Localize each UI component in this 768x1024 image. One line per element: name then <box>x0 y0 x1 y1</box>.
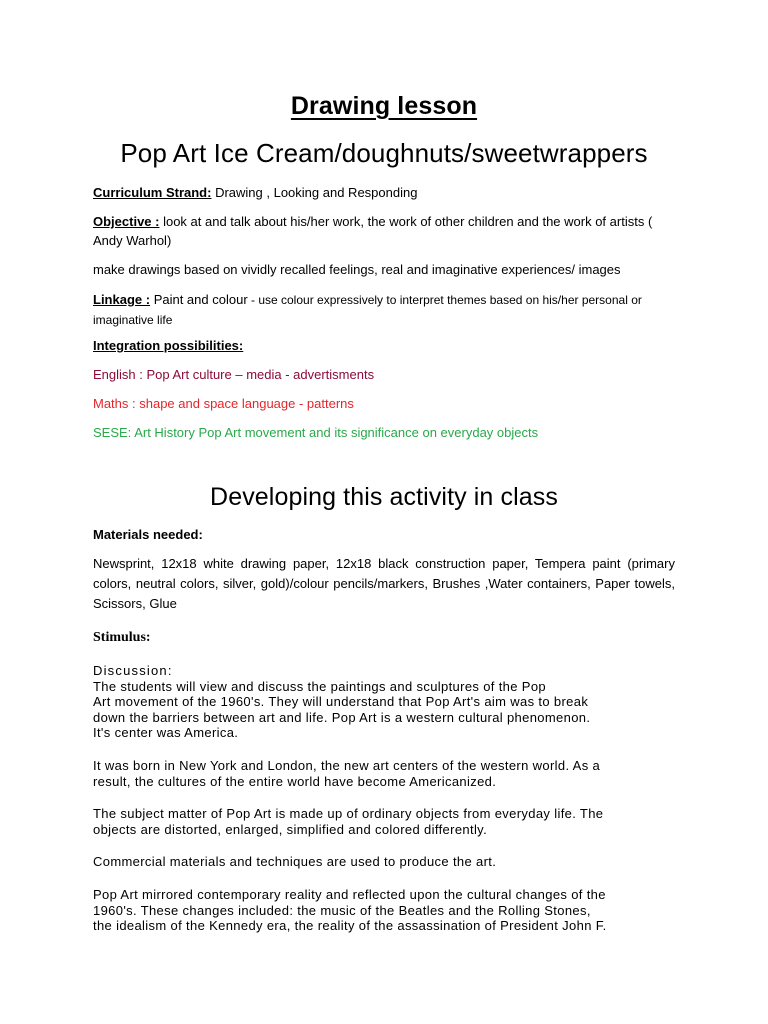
sese-integration <box>93 423 675 442</box>
lesson-title: Drawing lesson <box>290 92 478 120</box>
paragraph-line: It was born in New York and London, the new art centers of the western world. As a <box>93 758 601 773</box>
paragraph-line: The students will view and discuss the paintings and sculptures of the Pop <box>93 678 546 694</box>
english-integration: English : Pop Art culture – media - advertisments <box>93 367 375 382</box>
paragraph-3 <box>93 806 693 837</box>
linkage-value-a: Paint and colour <box>150 292 248 307</box>
curriculum-label: Curriculum Strand: <box>93 185 212 200</box>
paragraph-5 <box>93 887 693 934</box>
maths-integration: Maths : shape and space language - patterns <box>93 396 354 411</box>
paragraph-line: Art movement of the 1960's. They will understand that Pop Art's aim was to break <box>93 694 589 709</box>
paragraph-line: objects are distorted, enlarged, simplified and colored differently. <box>93 821 488 837</box>
sese-label: SESE: <box>93 425 132 440</box>
linkage-value-b: - use colour expressively to interpret themes based on his/her personal or imaginative life <box>93 293 642 327</box>
objective <box>93 212 675 250</box>
lesson-subtitle: Pop Art Ice Cream/doughnuts/sweetwrappers <box>120 138 648 168</box>
curriculum-strand <box>93 183 675 202</box>
paragraph-line: Pop Art mirrored contemporary reality and reflected upon the cultural changes of the <box>93 887 606 902</box>
paragraph-line: the idealism of the Kennedy era, the reality of the assassination of President John F. <box>93 918 607 933</box>
paragraph-line: The subject matter of Pop Art is made up of ordinary objects from everyday life. The <box>93 806 604 821</box>
curriculum-value: Drawing , Looking and Responding <box>211 185 418 200</box>
objective-label: Objective : <box>93 214 160 229</box>
sese-value: Art History Pop Art movement and its significance on everyday objects <box>131 425 539 440</box>
stimulus-label: Stimulus: <box>93 630 151 645</box>
integration-label: Integration possibilities: <box>93 338 244 353</box>
developing-title: Developing this activity in class <box>210 483 558 511</box>
materials-label: Materials needed: <box>93 527 203 542</box>
objective-value: look at and talk about his/her work, the work of other children and the work of artists ( Andy Warhol) <box>93 214 653 248</box>
make-drawings-text: make drawings based on vividly recalled feelings, real and imaginative experiences/ images <box>93 262 621 277</box>
materials-text: Newsprint, 12x18 white drawing paper, 12x18 black construction paper, Tempera paint (primary colors, neutral colors, silver, gold)/colour pencils/markers, Brushes ,Water containers, Paper towels, Scissors, Glue <box>93 556 675 611</box>
paragraph-4 <box>93 854 693 870</box>
discussion-block <box>93 663 693 741</box>
integration-heading <box>93 336 675 355</box>
discussion-label: Discussion: <box>93 663 173 678</box>
paragraph-line: It's center was America. <box>93 725 239 740</box>
paragraph-line: down the barriers between art and life. Pop Art is a western cultural phenomenon. <box>93 709 591 725</box>
linkage <box>93 290 675 330</box>
linkage-label: Linkage : <box>93 292 151 307</box>
paragraph-line: 1960's. These changes included: the music of the Beatles and the Rolling Stones, <box>93 902 591 918</box>
paragraph-line: Commercial materials and techniques are used to produce the art. <box>93 854 497 869</box>
paragraph-line: result, the cultures of the entire world have become Americanized. <box>93 773 497 789</box>
paragraph-2 <box>93 758 693 789</box>
